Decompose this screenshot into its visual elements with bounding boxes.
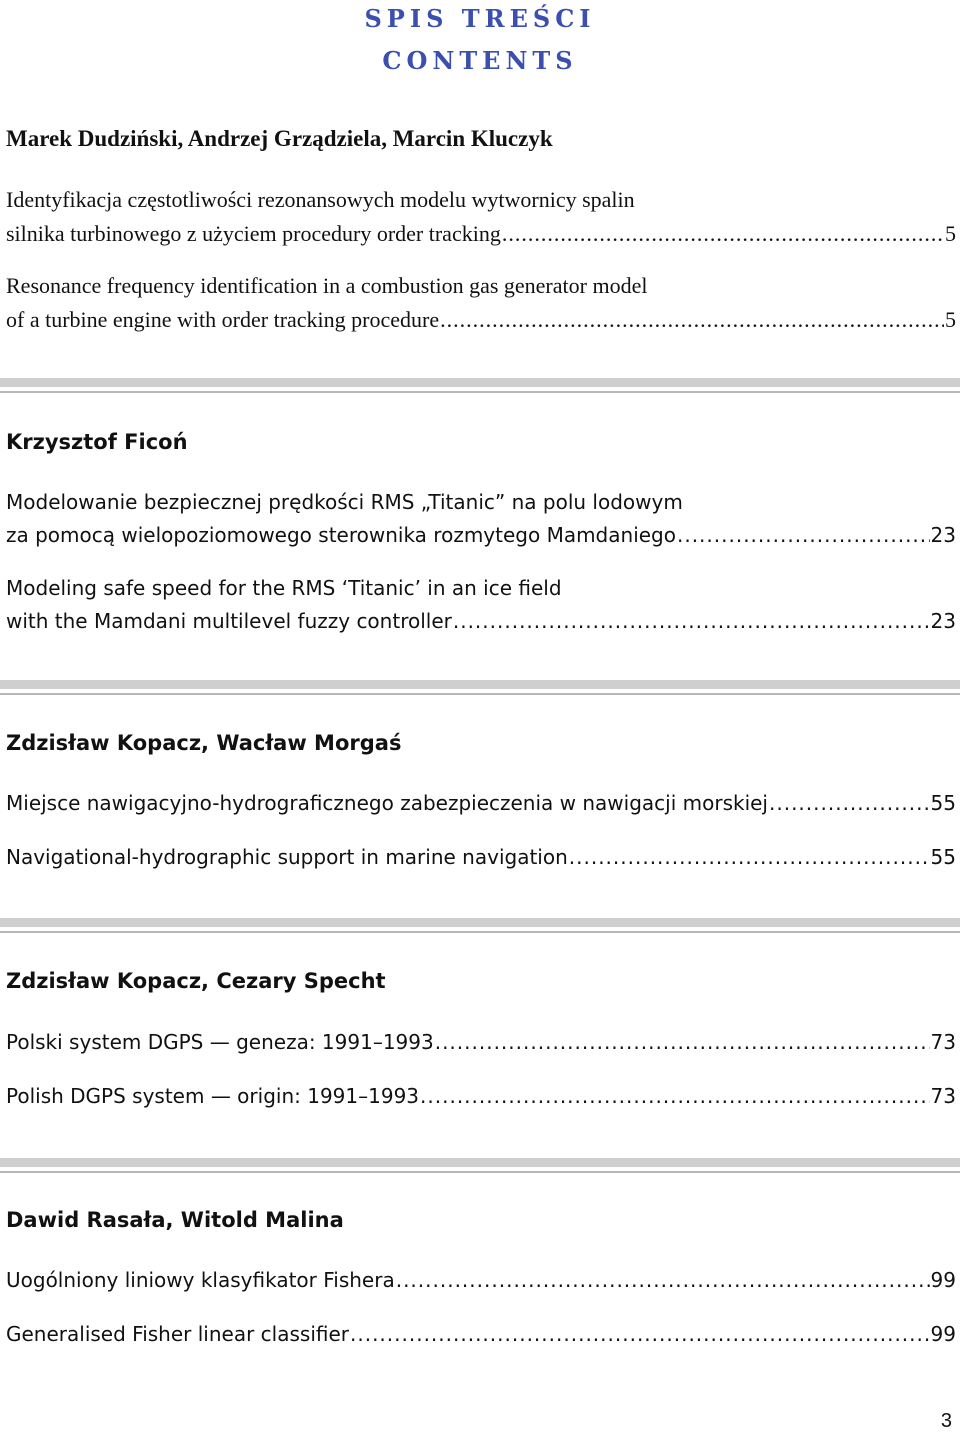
entry-title-text: of a turbine engine with order tracking procedure — [6, 307, 440, 332]
entry-authors: Zdzisław Kopacz, Wacław Morgaś — [6, 731, 402, 755]
entry-page-number: 99 — [930, 1322, 956, 1346]
section-divider — [0, 378, 960, 393]
entry-title-line: Identyfikacja częstotliwości rezonansowych modelu wytwornicy spalin — [6, 187, 635, 212]
entry-page-number: 5 — [945, 221, 956, 246]
entry-title-row[interactable] — [6, 221, 956, 247]
entry-authors: Marek Dudziński, Andrzej Grządziela, Marcin Kluczyk — [6, 126, 553, 151]
dot-leader — [396, 1268, 930, 1292]
entry-title-row[interactable] — [6, 791, 956, 815]
entry-title-text: with the Mamdani multilevel fuzzy controller — [6, 609, 452, 633]
entry-authors: Zdzisław Kopacz, Cezary Specht — [6, 969, 386, 993]
dot-leader — [435, 1030, 930, 1054]
toc-heading-polish: SPIS TREŚCI — [364, 4, 596, 33]
entry-title-row[interactable] — [6, 523, 956, 547]
dot-leader — [350, 1322, 930, 1346]
entry-title-text: Navigational-hydrographic support in marine navigation — [6, 845, 568, 869]
dot-leader — [769, 791, 930, 815]
section-divider — [0, 918, 960, 933]
entry-title-line: Modeling safe speed for the RMS ‘Titanic’ in an ice field — [6, 576, 562, 600]
dot-leader — [440, 307, 944, 333]
entry-title-line: Resonance frequency identification in a combustion gas generator model — [6, 273, 648, 298]
entry-title-text: Polski system DGPS — geneza: 1991–1993 — [6, 1030, 434, 1054]
section-divider — [0, 1158, 960, 1173]
entry-title-row[interactable] — [6, 1030, 956, 1054]
entry-page-number: 55 — [930, 791, 956, 815]
entry-title-line: Modelowanie bezpiecznej prędkości RMS „Titanic” na polu lodowym — [6, 490, 683, 514]
entry-title-text: za pomocą wielopoziomowego sterownika rozmytego Mamdaniego — [6, 523, 676, 547]
entry-title-text: Miejsce nawigacyjno-hydrograficznego zabezpieczenia w nawigacji morskiej — [6, 791, 768, 815]
entry-title-text: Uogólniony liniowy klasyfikator Fishera — [6, 1268, 395, 1292]
dot-leader — [502, 221, 944, 247]
entry-authors: Dawid Rasała, Witold Malina — [6, 1208, 344, 1232]
entry-title-row[interactable] — [6, 307, 956, 333]
entry-title-text: Polish DGPS system — origin: 1991–1993 — [6, 1084, 420, 1108]
toc-heading-english: CONTENTS — [382, 46, 578, 75]
entry-page-number: 55 — [930, 845, 956, 869]
entry-title-text: Generalised Fisher linear classifier — [6, 1322, 349, 1346]
entry-authors: Krzysztof Ficoń — [6, 430, 188, 454]
dot-leader — [420, 1084, 930, 1108]
entry-title-text: silnika turbinowego z użyciem procedury order tracking — [6, 221, 501, 246]
section-divider — [0, 680, 960, 695]
entry-title-row[interactable] — [6, 1084, 956, 1108]
entry-page-number: 23 — [930, 523, 956, 547]
entry-page-number: 99 — [930, 1268, 956, 1292]
entry-title-row[interactable] — [6, 609, 956, 633]
dot-leader — [569, 845, 930, 869]
entry-title-row[interactable] — [6, 845, 956, 869]
dot-leader — [677, 523, 930, 547]
dot-leader — [453, 609, 930, 633]
entry-page-number: 5 — [945, 307, 956, 332]
entry-page-number: 73 — [930, 1084, 956, 1108]
entry-title-row[interactable] — [6, 1322, 956, 1346]
entry-page-number: 23 — [930, 609, 956, 633]
page-number: 3 — [940, 1410, 952, 1432]
entry-title-row[interactable] — [6, 1268, 956, 1292]
entry-page-number: 73 — [930, 1030, 956, 1054]
